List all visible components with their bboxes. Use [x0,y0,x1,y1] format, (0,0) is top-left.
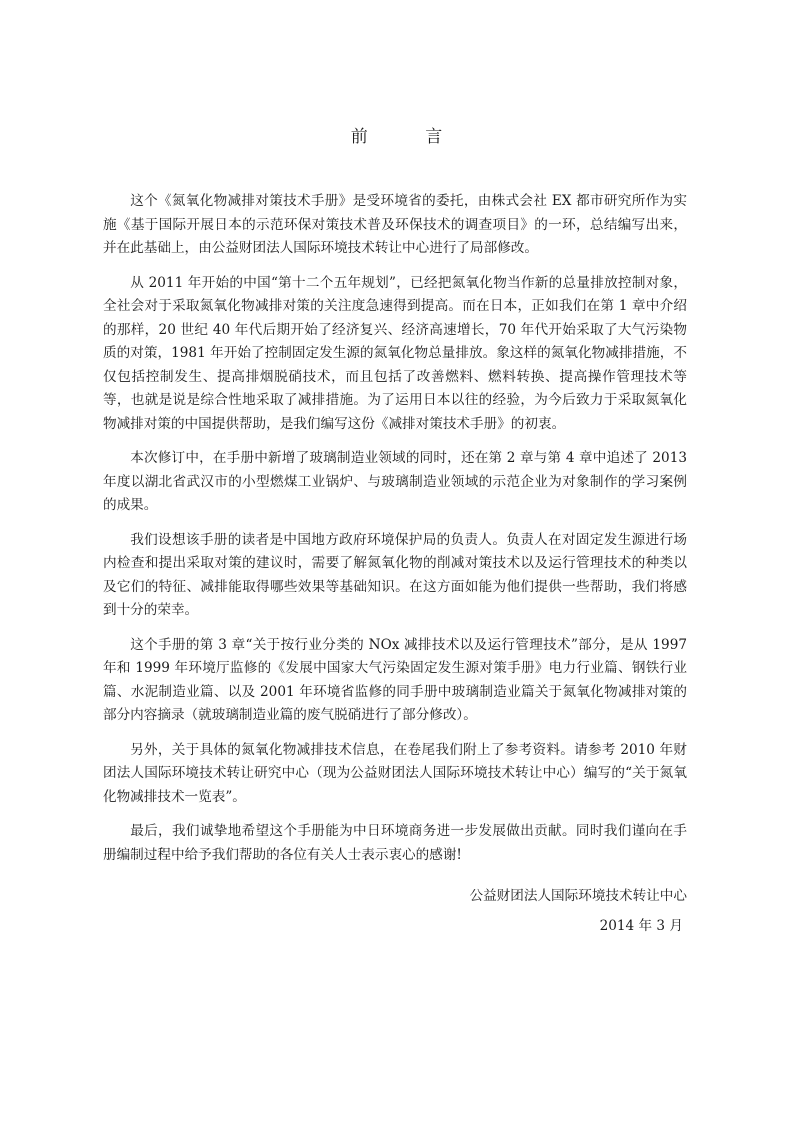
signature-organization: 公益财团法人国际环境技术转让中心 [469,888,687,904]
paragraph-4: 我们设想该手册的读者是中国地方政府环境保护局的负责人。负责人在对固定发生源进行场内检查和提出采取对策的建议时，需要了解氮氧化物的削减对策技术以及运行管理技术的种类以及它们的特征、减排能取得哪些效果等基础知识。在这方面如能为他们提供一些帮助，我们将感到十分的荣幸。 [103,531,687,618]
preface-body [103,190,687,878]
paragraph-7: 最后，我们诚挚地希望这个手册能为中日环境商务进一步发展做出贡献。同时我们谨向在手册编制过程中给予我们帮助的各位有关人士表示衷心的感谢! [103,823,687,863]
page-title: 前 言 [350,127,469,147]
paragraph-6: 另外，关于具体的氮氧化物减排技术信息，在卷尾我们附上了参考资料。请参考 2010 年财团法人国际环境技术转让研究中心（现为公益财团法人国际环境技术转让中心）编写的“关于氮氧化物减排技术一览表”。 [103,741,687,805]
paragraph-3: 本次修订中，在手册中新增了玻璃制造业领域的同时，还在第 2 章与第 4 章中追述了 2013 年度以湖北省武汉市的小型燃煤工业锅炉、与玻璃制造业领域的示范企业为对象制作的学习案例的成果。 [103,450,687,513]
paragraph-2: 从 2011 年开始的中国“第十二个五年规划”，已经把氮氧化物当作新的总量排放控制对象，全社会对于采取氮氧化物减排对策的关注度急速得到提高。而在日本，正如我们在第 1 章中介绍的那样，20 世纪 40 年代后期开始了经济复兴、经济高速增长，70 年代开始采取了大气污染物质的对策，1981 年开始了控制固定发生源的氮氧化物总量排放。象这样的氮氧化物减排措施，不仅包括控制发生、提高排烟脱硝技术，而且包括了改善燃料、燃料转换、提高操作管理技术等等，也就是说是综合性地采取了减排措施。为了运用日本以往的经验，为今后致力于采取氮氧化物减排对策的中国提供帮助，是我们编写这份《减排对策技术手册》的初衷。 [103,274,687,432]
paragraph-5: 这个手册的第 3 章“关于按行业分类的 NOx 减排技术以及运行管理技术”部分，是从 1997 年和 1999 年环境厅监修的《发展中国家大气污染固定发生源对策手册》电力行业篇、钢铁行业篇、水泥制造业篇、以及 2001 年环境省监修的同手册中玻璃制造业篇关于氮氧化物减排对策的部分内容摘录（就玻璃制造业篇的废气脱硝进行了部分修改）。 [103,636,687,723]
signature-date: 2014 年 3 月 [599,918,683,934]
paragraph-1: 这个《氮氧化物减排对策技术手册》是受环境省的委托，由株式会社 EX 都市研究所作为实施《基于国际开展日本的示范环保对策技术普及环保技术的调查项目》的一环，总结编写出来，并在此基础上，由公益财团法人国际环境技术转让中心进行了局部修改。 [103,193,687,256]
